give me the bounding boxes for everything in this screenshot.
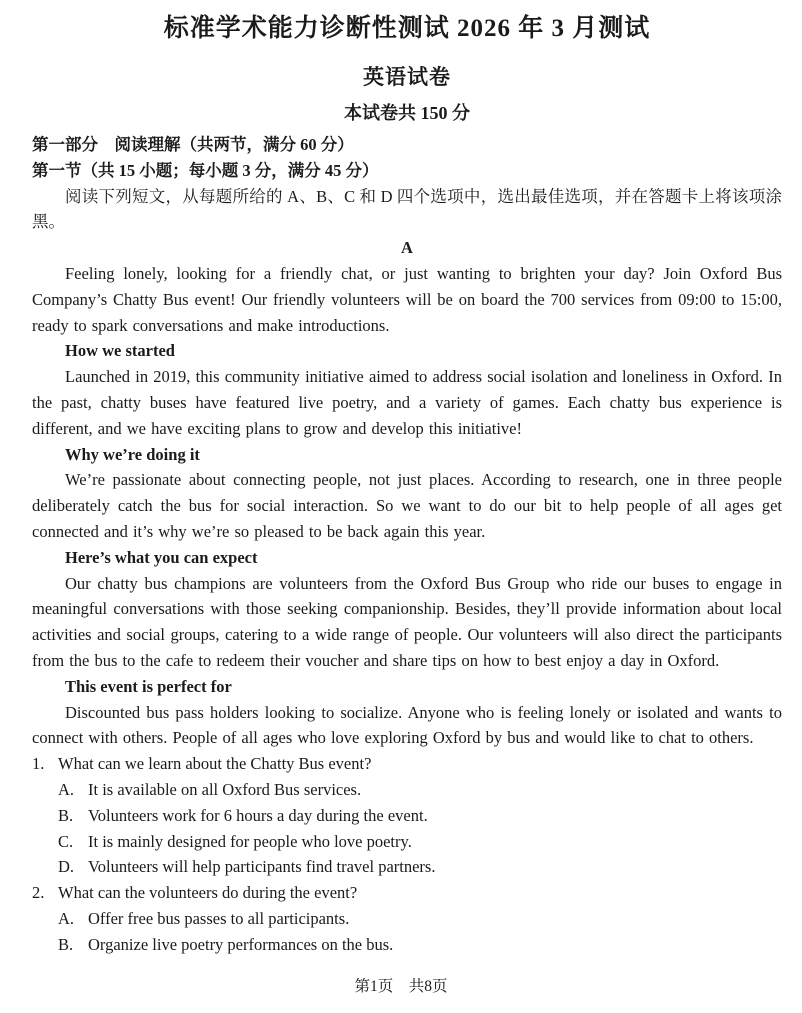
passage-subheading: Why we’re doing it — [65, 444, 200, 464]
option-text: Offer free bus passes to all participants. — [88, 908, 350, 928]
option-text: It is available on all Oxford Bus services. — [88, 779, 362, 799]
passage-subheading: This event is perfect for — [65, 676, 232, 696]
doc-title: 标准学术能力诊断性测试 2026 年 3 月测试 — [163, 15, 651, 42]
option-line — [32, 932, 782, 958]
passage-subheading: Here’s what you can expect — [65, 547, 258, 567]
option-label: B. — [58, 805, 74, 825]
passage-paragraph: We’re passionate about connecting people, not just places. According to research, one in three people deliberately catch the bus for social interaction. So we want to do our bit to help people of all ages get connected and it’s why we’re so pleased to be back again this year. — [32, 470, 782, 541]
question-text: What can the volunteers do during the event? — [58, 883, 358, 903]
question-number: 2. — [32, 883, 45, 903]
option-label: A. — [58, 779, 75, 799]
option-text: Volunteers will help participants find travel partners. — [88, 857, 436, 877]
option-line — [32, 803, 782, 829]
passage-label: A — [401, 238, 413, 258]
total-score-line: 本试卷共 150 分 — [344, 103, 470, 123]
passage-paragraph: Our chatty bus champions are volunteers from the Oxford Bus Group who ride our buses to engage in meaningful conversations with those seeking companionship. Besides, they’ll provide information about local activities and social groups, catering to a wide range of people. Our volunteers will also direct the participants from the bus to the cafe to redeem their voucher and share tips on how to best enjoy a day in Oxford. — [32, 573, 782, 670]
section-heading: 第一节（共 15 小题；每小题 3 分，满分 45 分） — [32, 160, 379, 180]
option-line — [32, 906, 782, 932]
option-line — [32, 829, 782, 855]
option-label: D. — [58, 857, 75, 877]
question-number: 1. — [32, 754, 45, 774]
question-line — [32, 751, 782, 777]
option-label: A. — [58, 908, 75, 928]
option-text: It is mainly designed for people who love poetry. — [88, 831, 412, 851]
paper-body — [32, 132, 782, 958]
option-line — [32, 777, 782, 803]
passage-subheading: How we started — [65, 341, 175, 361]
question-text: What can we learn about the Chatty Bus event? — [58, 754, 372, 774]
option-text: Volunteers work for 6 hours a day during the event. — [88, 805, 428, 825]
question-block-2 — [32, 880, 782, 957]
option-text: Organize live poetry performances on the bus. — [88, 934, 394, 954]
question-line — [32, 880, 782, 906]
part-heading: 第一部分 阅读理解（共两节，满分 60 分） — [32, 135, 354, 154]
question-block-1 — [32, 751, 782, 880]
passage-paragraph: Discounted bus pass holders looking to socialize. Anyone who is feeling lonely or isolated and wants to connect with others. People of all ages who love exploring Oxford by bus and would like to chat to others. — [32, 702, 782, 748]
passage-paragraph: Launched in 2019, this community initiative aimed to address social isolation and loneliness in Oxford. In the past, chatty buses have featured live poetry, and a variety of games. Each chatty bus experience is different, and we have exciting plans to grow and develop this initiative! — [32, 367, 782, 438]
passage-paragraph: Feeling lonely, looking for a friendly chat, or just wanting to brighten your day? Join Oxford Bus Company’s Chatty Bus event! Our friendly volunteers will be on board the 700 services from 09:00 to 15:00, ready to spark conversations and make introductions. — [32, 263, 782, 335]
doc-subtitle: 英语试卷 — [363, 65, 451, 89]
instructions: 阅读下列短文，从每题所给的 A、B、C 和 D 四个选项中，选出最佳选项，并在答题卡上将该项涂黑。 — [32, 186, 782, 232]
option-line — [32, 854, 782, 880]
option-label: C. — [58, 831, 74, 851]
option-label: B. — [58, 934, 74, 954]
page-footer: 第1页 共8页 — [354, 978, 448, 995]
